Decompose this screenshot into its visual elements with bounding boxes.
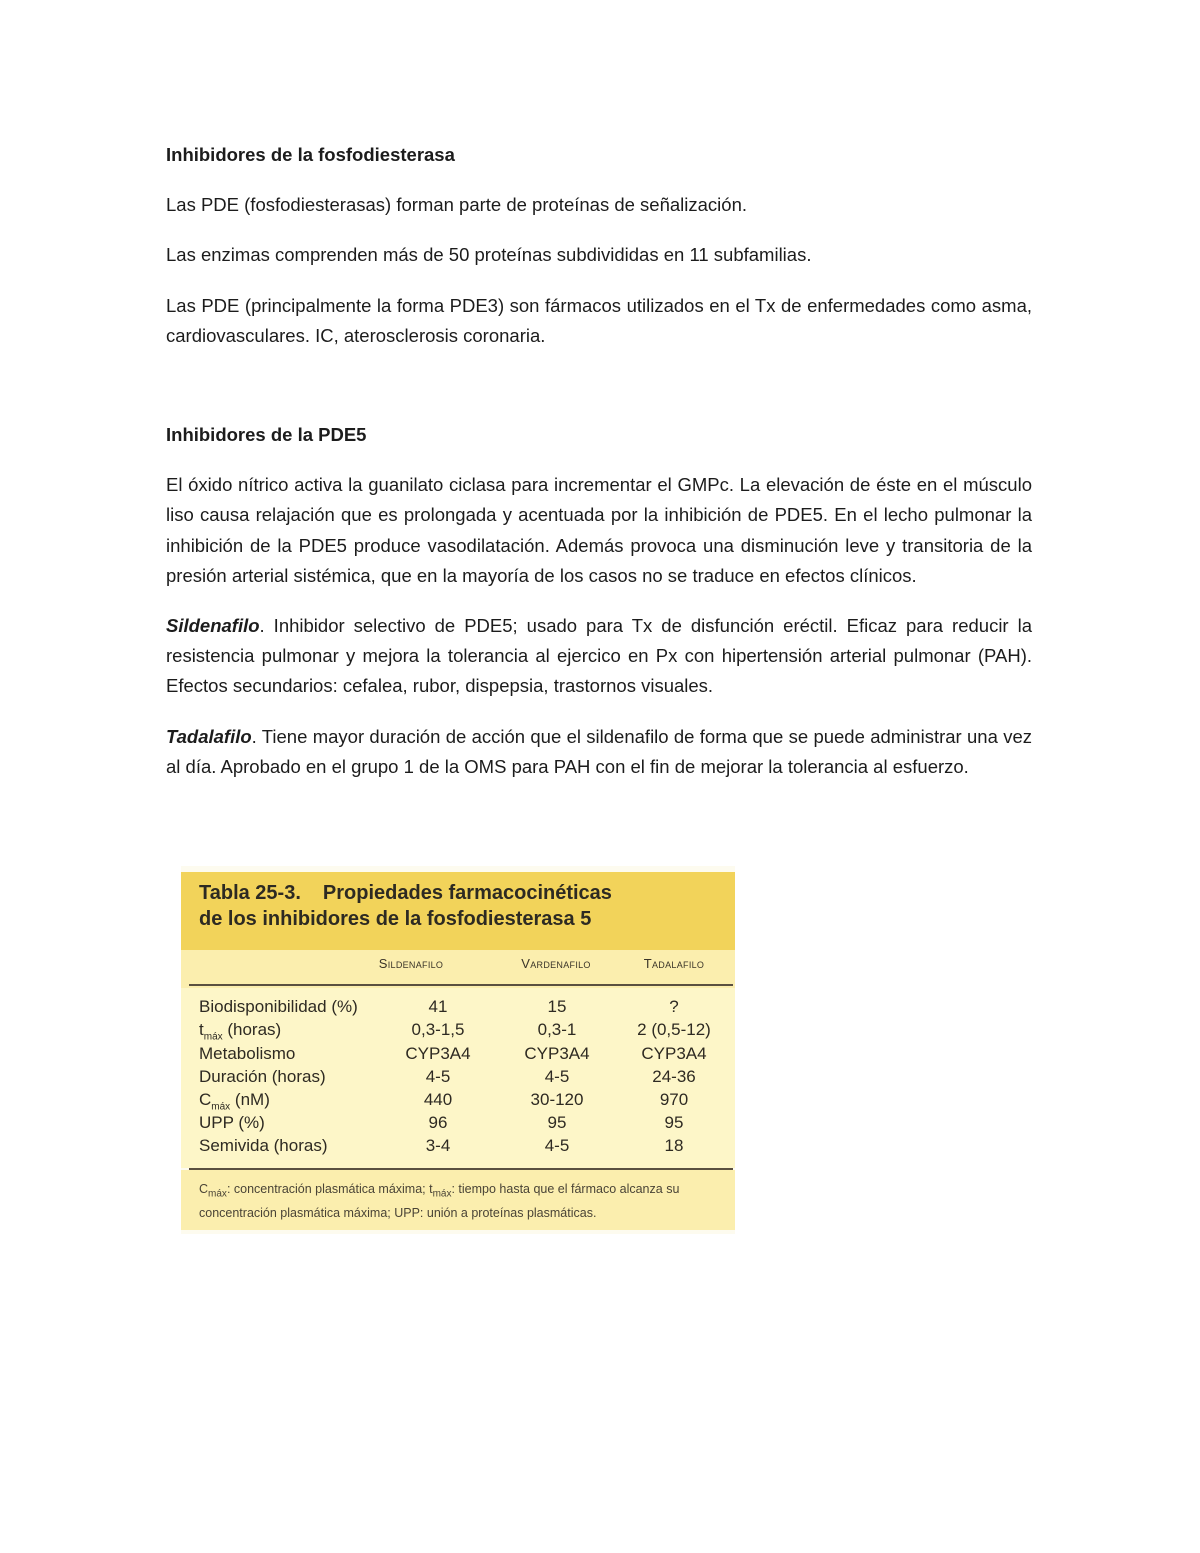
paragraph: Las PDE (principalmente la forma PDE3) son fármacos utilizados en el Tx de enfermedades como asma, cardiovasculares. IC, aterosclerosis coronaria. (166, 294, 1032, 346)
column-header: Vardenafilo (521, 956, 591, 971)
table-row (181, 1067, 735, 1090)
table-title-line2: de los inhibidores de la fosfodiesterasa 5 (199, 908, 592, 930)
drug-description: . Inhibidor selectivo de PDE5; usado para Tx de disfunción eréctil. Eficaz para reducir la resistencia pulmonar y mejora la tolerancia al ejercico en Px con hipertensión arterial pulmonar (PAH). Efectos secundarios: cefalea, rubor, dispepsia, trastornos visuales. (166, 615, 1032, 697)
table-cell: 0,3-1,5 (411, 1020, 465, 1039)
paragraph: El óxido nítrico activa la guanilato ciclasa para incrementar el GMPc. La elevación de éste en el músculo liso causa relajación que es prolongada y acentuada por la inhibición de PDE5. En el lecho pulmonar la inhibición de la PDE5 produce vasodilatación. Además provoca una disminución leve y transitoria de la presión arterial sistémica, que en la mayoría de los casos no se traduce en efectos clínicos. (166, 474, 1032, 586)
table-cell: CYP3A4 (641, 1044, 707, 1063)
drug-description: . Tiene mayor duración de acción que el sildenafilo de forma que se puede administrar una vez al día. Aprobado en el grupo 1 de la OMS para PAH con el fin de mejorar la tolerancia al esfuerzo. (166, 725, 1032, 777)
paragraph: Las PDE (fosfodiesterasas) forman parte de proteínas de señalización. (166, 194, 748, 216)
table-footnote: $C_{máx}$: concentración plasmática máxima; $t_{máx}$: tiempo hasta que el fármaco alcanza su concentración plasmática máxima; UPP: unión a proteínas plasmáticas. (199, 1182, 680, 1220)
table-cell: 3-4 (425, 1136, 451, 1155)
section-fosfodiesterasa (166, 140, 1032, 351)
column-header: Tadalafilo (643, 956, 705, 971)
paragraph: Las enzimas comprenden más de 50 proteínas subdivididas en 11 subfamilias. (166, 244, 812, 266)
paragraph-tadalafilo (166, 722, 1032, 782)
table-cell: 2 (0,5-12) (637, 1020, 711, 1039)
pharmacokinetics-table-image (181, 866, 735, 1234)
table-cell: 4-5 (544, 1136, 570, 1155)
table-cell: 4-5 (425, 1067, 451, 1086)
row-label: Semivida (horas) (199, 1136, 328, 1155)
table-cell: 95 (664, 1113, 684, 1132)
table-row (181, 1044, 735, 1067)
column-header: Sildenafilo (378, 956, 444, 971)
table-cell: ? (669, 997, 679, 1016)
row-label: $C_{máx}$ (nM) (199, 1090, 270, 1113)
row-label: Duración (horas) (199, 1067, 326, 1086)
table-cell: 440 (423, 1090, 453, 1109)
section-heading: Inhibidores de la PDE5 (166, 424, 367, 445)
row-label: UPP (%) (199, 1113, 265, 1132)
table-title (199, 882, 612, 905)
table-cell: 970 (659, 1090, 689, 1109)
table-cell: 0,3-1 (537, 1020, 577, 1039)
table-cell: 4-5 (544, 1067, 570, 1086)
table-row (181, 997, 735, 1020)
table-cell: CYP3A4 (405, 1044, 471, 1063)
row-label: Metabolismo (199, 1044, 296, 1063)
table-row (181, 1020, 735, 1043)
table-row (181, 1136, 735, 1159)
row-label: Biodisponibilidad (%) (199, 997, 358, 1016)
row-label: $t_{máx}$ (horas) (199, 1020, 282, 1043)
table-rule (189, 984, 733, 986)
table-cell: 15 (547, 997, 567, 1016)
table-cell: 96 (428, 1113, 448, 1132)
table-number: Tabla 25-3. (199, 882, 301, 904)
table-cell: 24-36 (652, 1067, 696, 1086)
section-pde5 (166, 420, 1032, 782)
table-cell: 95 (547, 1113, 567, 1132)
table-cell: 18 (664, 1136, 684, 1155)
drug-name-sildenafilo: Sildenafilo (166, 615, 260, 637)
table-cell: 30-120 (530, 1090, 584, 1109)
table-cell: CYP3A4 (524, 1044, 590, 1063)
table-row (181, 1113, 735, 1136)
paragraph-sildenafilo (166, 611, 1032, 702)
table-cell: 41 (428, 997, 448, 1016)
table-row (181, 1090, 735, 1113)
section-heading: Inhibidores de la fosfodiesterasa (166, 144, 455, 165)
table-title-line1: Propiedades farmacocinéticas (322, 882, 612, 904)
drug-name-tadalafilo: Tadalafilo (166, 725, 252, 747)
